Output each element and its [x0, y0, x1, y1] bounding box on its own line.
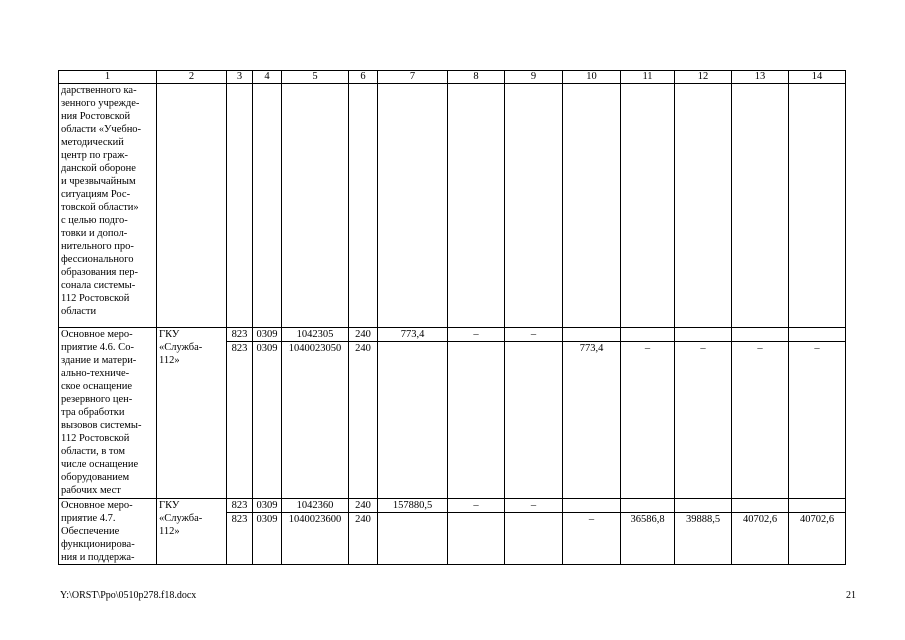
page-number: 21	[846, 590, 856, 601]
cell-grbs: 823	[227, 513, 253, 565]
cell-value: 36586,8	[621, 513, 675, 565]
footer-file-path: Y:\ORST\Ppo\0510p278.f18.docx	[60, 590, 197, 601]
col-header: 2	[157, 71, 227, 84]
cell-value: –	[448, 499, 505, 513]
cell-vr: 240	[349, 328, 378, 342]
row-description: Основное меро- приятие 4.7. Обеспечение функционирова- ния и поддержа-	[59, 499, 157, 565]
cell-vr: 240	[349, 499, 378, 513]
cell-value: –	[789, 342, 846, 499]
budget-table	[58, 70, 846, 565]
table-row	[59, 84, 846, 328]
cell-value: 39888,5	[675, 513, 732, 565]
cell-value: –	[621, 342, 675, 499]
col-header: 4	[253, 71, 282, 84]
col-header: 10	[563, 71, 621, 84]
cell-rzpr: 0309	[253, 342, 282, 499]
cell-csr: 1042305	[282, 328, 349, 342]
cell-value: 157880,5	[378, 499, 448, 513]
table-row	[59, 328, 846, 342]
col-header: 7	[378, 71, 448, 84]
cell-grbs: 823	[227, 499, 253, 513]
col-header: 6	[349, 71, 378, 84]
col-header: 3	[227, 71, 253, 84]
cell-grbs: 823	[227, 342, 253, 499]
cell-value: –	[732, 342, 789, 499]
col-header: 1	[59, 71, 157, 84]
cell-rzpr: 0309	[253, 328, 282, 342]
cell-vr: 240	[349, 513, 378, 565]
cell-csr: 1040023600	[282, 513, 349, 565]
col-header: 5	[282, 71, 349, 84]
col-header: 14	[789, 71, 846, 84]
row-description: Основное меро- приятие 4.6. Со- здание и матери- ально-техниче- ское оснащение резервного цен- тра обработки вызовов системы- 112 Ростовской области, в том числе оснащение оборудованием рабочих мест	[59, 328, 157, 499]
cell-value: –	[505, 499, 563, 513]
cell-value: 40702,6	[789, 513, 846, 565]
cell-value: 40702,6	[732, 513, 789, 565]
col-header: 13	[732, 71, 789, 84]
cell-csr: 1042360	[282, 499, 349, 513]
row-executor: ГКУ «Служба- 112»	[157, 499, 227, 565]
table-header-row	[59, 71, 846, 84]
table-row	[59, 499, 846, 513]
col-header: 9	[505, 71, 563, 84]
cell-vr: 240	[349, 342, 378, 499]
col-header: 11	[621, 71, 675, 84]
col-header: 12	[675, 71, 732, 84]
cell-value: 773,4	[378, 328, 448, 342]
col-header: 8	[448, 71, 505, 84]
cell-value: –	[448, 328, 505, 342]
row-description: дарственного ка- зенного учрежде- ния Ростовской области «Учебно- методический центр по граж- данской обороне и чрезвычайным ситуациям Рос- товской области» с целью подго- товки и допол- нительного про- фессионального образования пер- сонала системы- 112 Ростовской области	[59, 84, 157, 328]
cell-rzpr: 0309	[253, 499, 282, 513]
cell-csr: 1040023050	[282, 342, 349, 499]
cell-value: –	[563, 513, 621, 565]
cell-rzpr: 0309	[253, 513, 282, 565]
cell-value: –	[505, 328, 563, 342]
cell-value: 773,4	[563, 342, 621, 499]
cell-value: –	[675, 342, 732, 499]
row-executor: ГКУ «Служба- 112»	[157, 328, 227, 499]
cell-grbs: 823	[227, 328, 253, 342]
